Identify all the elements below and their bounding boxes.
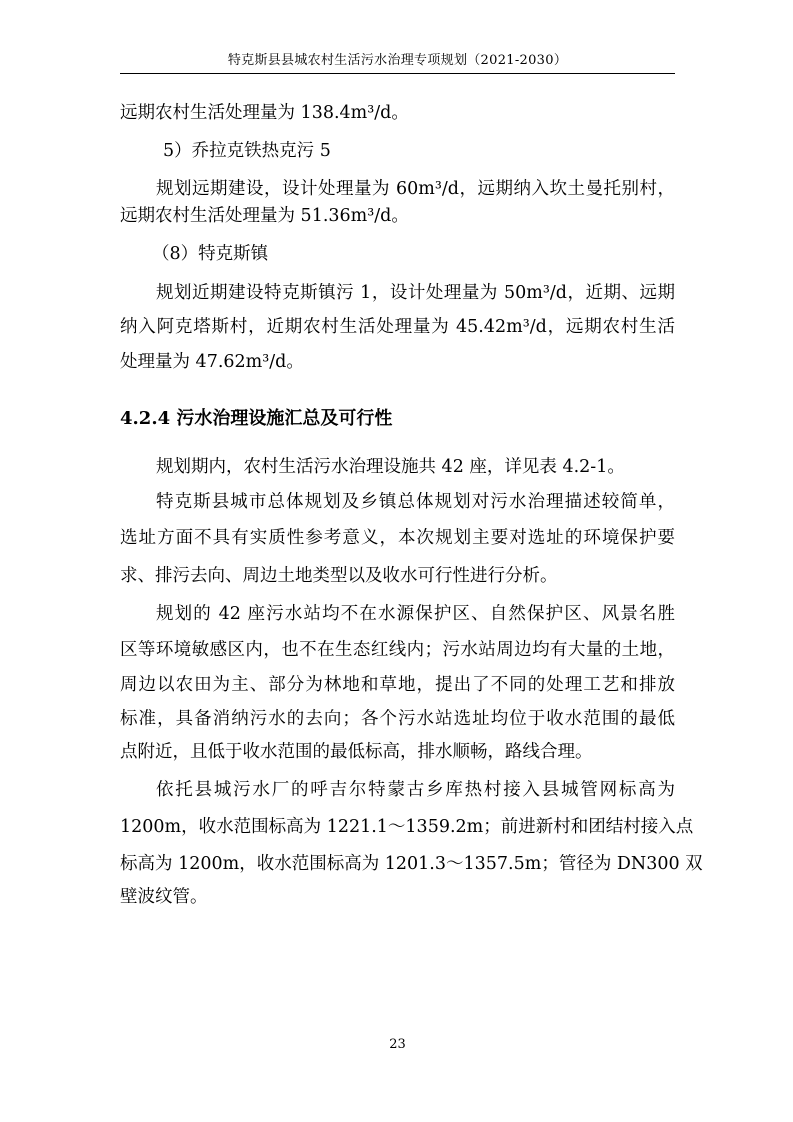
text-line: 远期农村生活处理量为 138.4m³/d。 (120, 103, 409, 123)
text-line: 1200m，收水范围标高为 1221.1～1359.2m；前进新村和团结村接入点 (120, 817, 694, 837)
text-line: 选址方面不具有实质性参考意义，本次规划主要对选址的环境保护要 (120, 528, 675, 548)
text-line: 特克斯县城市总体规划及乡镇总体规划对污水治理描述较简单， (156, 492, 675, 512)
page-number: 23 (389, 1037, 406, 1052)
text-line: 规划的 42 座污水站均不在水源保护区、自然保护区、风景名胜 (156, 604, 675, 624)
text-line: 规划远期建设，设计处理量为 60m³/d，远期纳入坎土曼托别村， (156, 179, 675, 199)
header-rule (120, 73, 675, 74)
sub-item-heading: 5）乔拉克铁热克污 5 (163, 141, 331, 161)
text-line: 标高为 1200m，收水范围标高为 1201.3～1357.5m；管径为 DN300 双 (120, 854, 703, 874)
running-header: 特克斯县县城农村生活污水治理专项规划（2021-2030） (227, 53, 568, 68)
text-line: 区等环境敏感区内，也不在生态红线内；污水站周边均有大量的土地， (120, 640, 675, 660)
text-line: 求、排污去向、周边土地类型以及收水可行性进行分析。 (120, 566, 558, 586)
text-line: 远期农村生活处理量为 51.36m³/d。 (120, 206, 409, 226)
text-line: 规划近期建设特克斯镇污 1，设计处理量为 50m³/d，近期、远期 (156, 283, 675, 303)
text-line: 纳入阿克塔斯村，近期农村生活处理量为 45.42m³/d，远期农村生活 (120, 317, 675, 337)
section-heading: 4.2.4 污水治理设施汇总及可行性 (120, 408, 393, 429)
text-line: 标准，具备消纳污水的去向；各个污水站选址均位于收水范围的最低 (120, 709, 675, 729)
sub-item-heading: （8）特克斯镇 (152, 244, 269, 264)
text-line: 依托县城污水厂的呼吉尔特蒙古乡库热村接入县城管网标高为 (156, 780, 675, 800)
text-line: 壁波纹管。 (120, 887, 208, 907)
text-line: 处理量为 47.62m³/d。 (120, 352, 304, 372)
text-line: 规划期内，农村生活污水治理设施共 42 座，详见表 4.2-1。 (156, 457, 625, 477)
text-line: 点附近，且低于收水范围的最低标高，排水顺畅，路线合理。 (120, 742, 593, 762)
text-line: 周边以农田为主、部分为林地和草地，提出了不同的处理工艺和排放 (120, 675, 675, 695)
